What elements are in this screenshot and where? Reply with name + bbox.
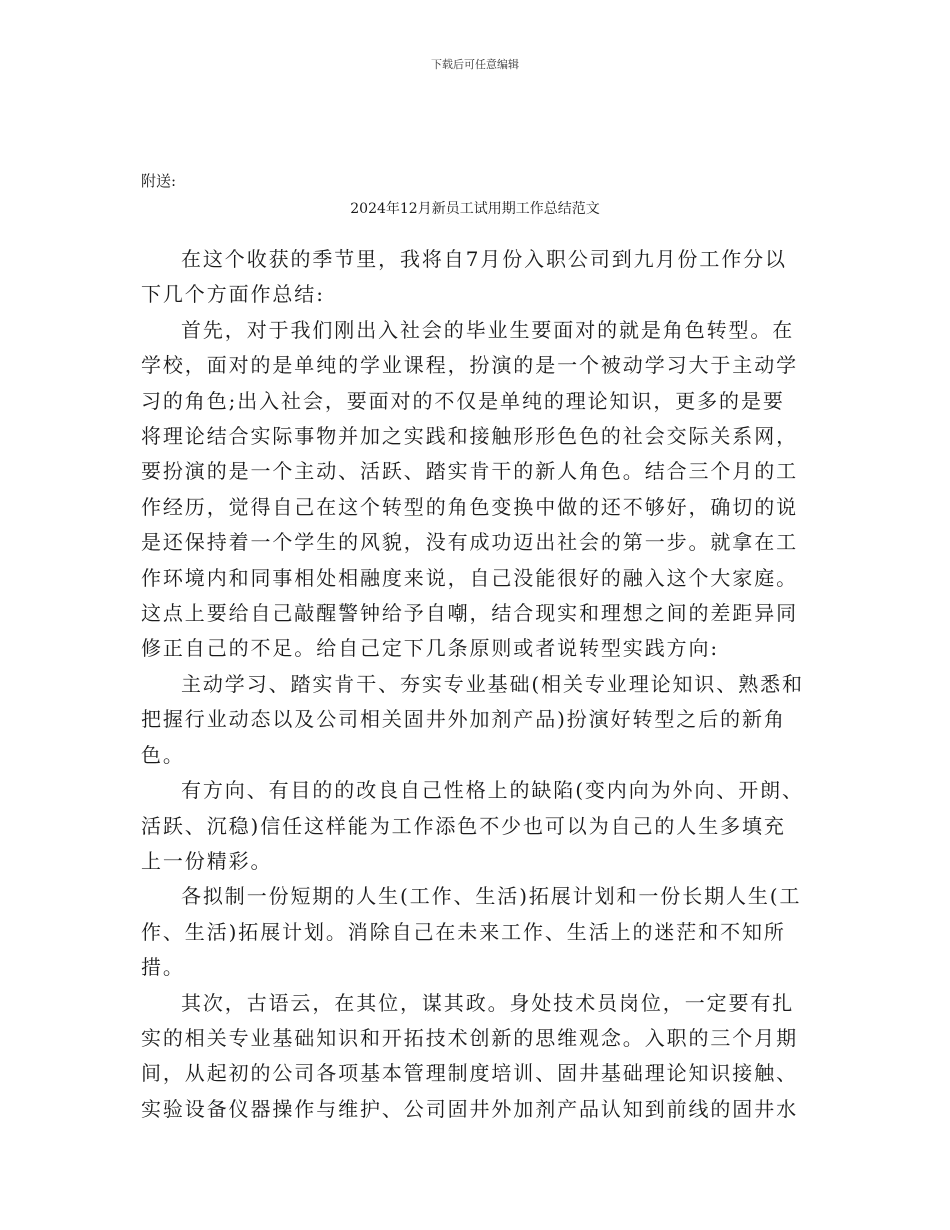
document-body xyxy=(141,242,806,1127)
document-prefix: 附送: xyxy=(141,172,177,190)
paragraph: 主动学习、踏实肯干、夯实专业基础(相关专业理论知识、熟悉和把握行业动态以及公司相关固井外加剂产品)扮演好转型之后的新角色。 xyxy=(141,671,804,767)
paragraph: 在这个收获的季节里，我将自7月份入职公司到九月份工作分以下几个方面作总结: xyxy=(141,247,787,307)
document-title: 2024年12月新员工试用期工作总结范文 xyxy=(350,201,600,217)
paragraph: 其次，古语云，在其位，谋其政。身处技术员岗位，一定要有扎实的相关专业基础知识和开拓技术创新的思维观念。入职的三个月期间，从起初的公司各项基本管理制度培训、固井基础理论知识接触、实验设备仪器操作与维护、公司固井外加剂产品认知到前线的固井水 xyxy=(141,990,798,1121)
paragraph: 首先，对于我们刚出入社会的毕业生要面对的就是角色转型。在学校，面对的是单纯的学业课程，扮演的是一个被动学习大于主动学习的角色;出入社会，要面对的不仅是单纯的理论知识，更多的是要将理论结合实际事物并加之实践和接触形形色色的社会交际关系网，要扮演的是一个主动、活跃、踏实肯干的新人角色。结合三个月的工作经历，觉得自己在这个转型的角色变换中做的还不够好，确切的说是还保持着一个学生的风貌，没有成功迈出社会的第一步。就拿在工作环境内和同事相处相融度来说，自己没能很好的融入这个大家庭。这点上要给自己敲醒警钟给予自嘲，结合现实和理想之间的差距异同修正自己的不足。给自己定下几条原则或者说转型实践方向: xyxy=(141,317,798,661)
paragraph: 各拟制一份短期的人生(工作、生活)拓展计划和一份长期人生(工作、生活)拓展计划。消除自己在未来工作、生活上的迷茫和不知所措。 xyxy=(141,884,802,980)
paragraph: 有方向、有目的的改良自己性格上的缺陷(变内向为外向、开朗、活跃、沉稳)信任这样能为工作添色不少也可以为自己的人生多填充上一份精彩。 xyxy=(141,778,804,873)
page-header-note: 下载后可任意编辑 xyxy=(431,58,519,71)
